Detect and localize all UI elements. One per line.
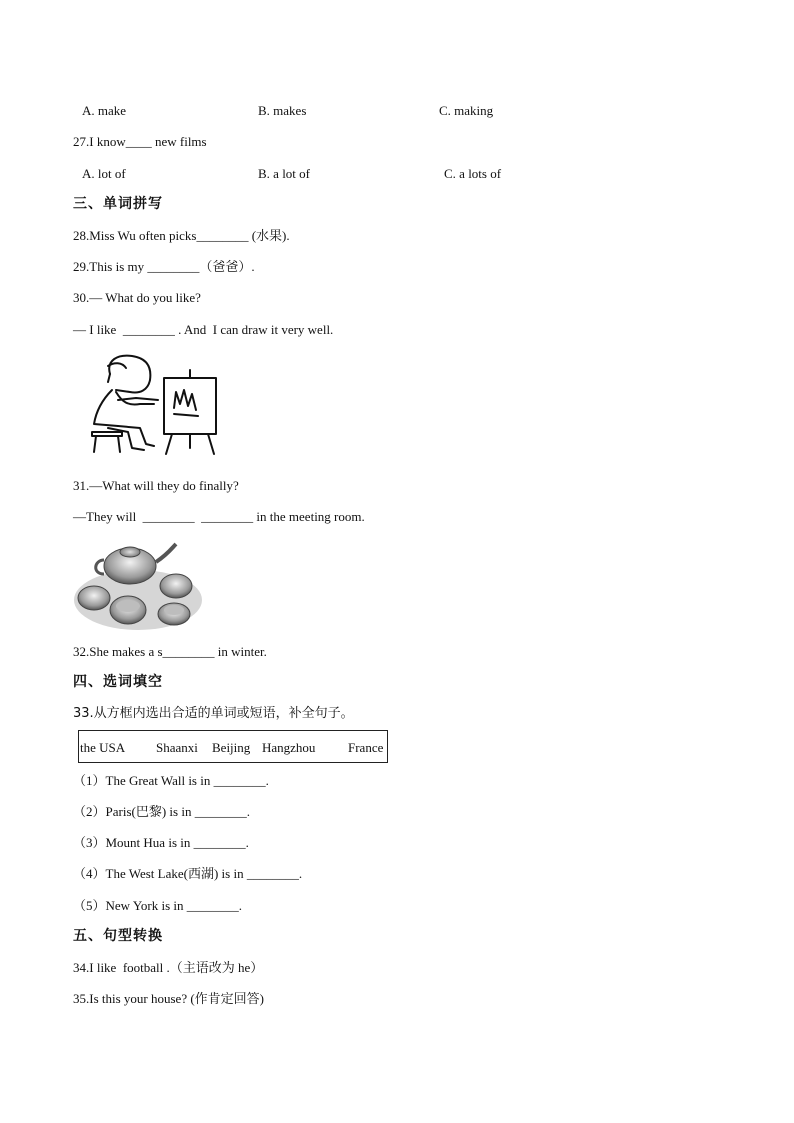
word-box-item: France [348, 740, 384, 755]
q26-option-b: B. makes [258, 103, 307, 118]
q26-option-a: A. make [82, 103, 127, 118]
section-3-title: 三、单词拼写 [73, 196, 163, 212]
q30-answer: — I like ________ . And I can draw it very well. [73, 322, 334, 337]
q33-item-3: （3）Mount Hua is in ________. [73, 835, 249, 850]
section-5-title: 五、句型转换 [73, 928, 163, 944]
boy-drawing-image [88, 352, 223, 456]
word-box-item: Beijing [212, 740, 251, 755]
q33-item-5: （5）New York is in ________. [73, 898, 243, 913]
q32: 32.She makes a s________ in winter. [73, 644, 267, 659]
q27-option-c: C. a lots of [444, 166, 502, 181]
q28: 28.Miss Wu often picks________ (水果). [73, 228, 290, 243]
q30-question: 30.— What do you like? [73, 290, 201, 305]
section-4-title: 四、选词填空 [73, 674, 163, 690]
word-box-item: the USA [80, 740, 126, 755]
q27-option-b: B. a lot of [258, 166, 310, 181]
q27-stem: 27.I know____ new films [73, 134, 207, 149]
tea-set-image [72, 536, 204, 632]
word-box-item: Shaanxi [156, 740, 198, 755]
q31-question: 31.—What will they do finally? [73, 478, 239, 493]
q33-item-4: （4）The West Lake(西湖) is in ________. [73, 866, 303, 881]
q31-answer: —They will ________ ________ in the meeting room. [73, 509, 365, 524]
q29: 29.This is my ________（爸爸）. [73, 259, 255, 274]
q33-stem: 33.从方框内选出合适的单词或短语，补全句子。 [73, 706, 354, 721]
word-box-item: Hangzhou [262, 740, 316, 755]
q33-item-1: （1）The Great Wall is in ________. [73, 773, 269, 788]
q35: 35.Is this your house? (作肯定回答) [73, 991, 265, 1006]
word-box [78, 730, 388, 763]
q27-option-a: A. lot of [82, 166, 126, 181]
q34: 34.I like football .（主语改为 he） [73, 960, 264, 975]
q33-item-2: （2）Paris(巴黎) is in ________. [73, 804, 250, 819]
q26-option-c: C. making [439, 103, 494, 118]
